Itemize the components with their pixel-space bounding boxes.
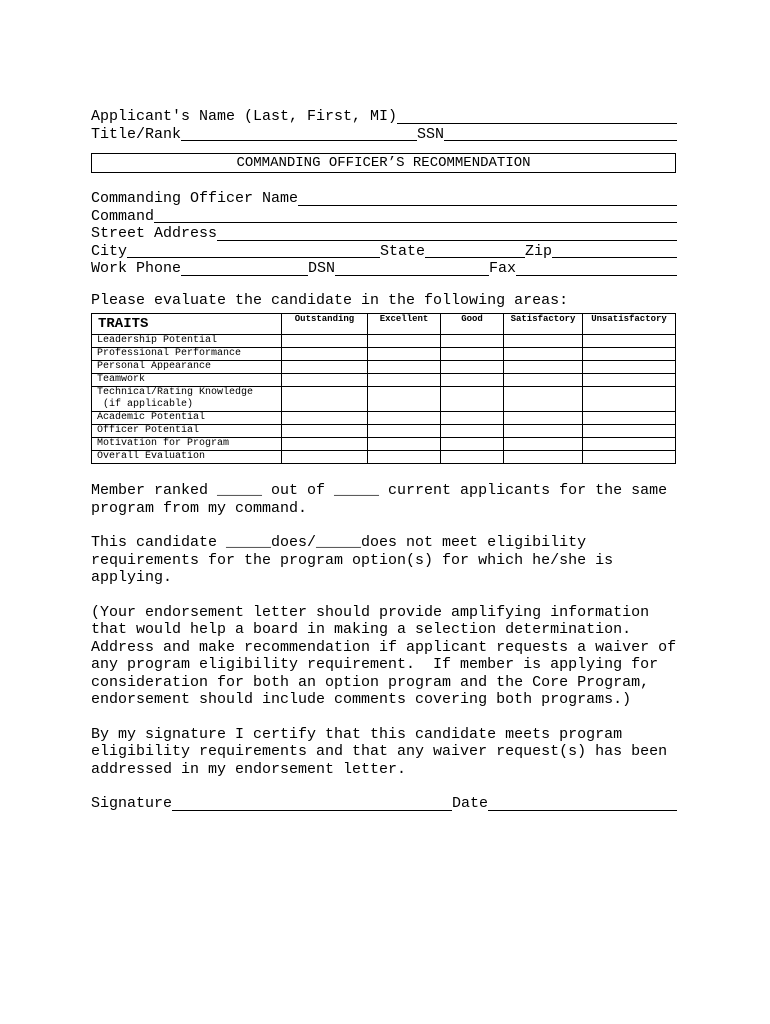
fax-field[interactable] [516, 261, 677, 276]
col-excellent: Excellent [368, 314, 441, 335]
rating-cell[interactable] [368, 425, 441, 438]
trait-row [92, 387, 676, 412]
rating-cell[interactable] [282, 425, 368, 438]
rating-cell[interactable] [368, 387, 441, 412]
rating-cell[interactable] [504, 348, 583, 361]
rating-cell[interactable] [504, 438, 583, 451]
rating-cell[interactable] [583, 387, 676, 412]
city-state-zip-row [91, 243, 677, 261]
rating-cell[interactable] [583, 348, 676, 361]
dsn-field[interactable] [335, 261, 489, 276]
city-field[interactable] [127, 243, 380, 258]
work-phone-field[interactable] [181, 261, 308, 276]
rating-cell[interactable] [583, 451, 676, 464]
recommendation-form [91, 108, 677, 813]
dsn-label: DSN [308, 260, 336, 277]
rating-cell[interactable] [441, 335, 504, 348]
rating-cell[interactable] [368, 412, 441, 425]
work-phone-label: Work Phone [91, 260, 182, 277]
signature-label: Signature [91, 795, 173, 812]
rating-cell[interactable] [441, 387, 504, 412]
rating-cell[interactable] [282, 387, 368, 412]
traits-header-row [92, 314, 676, 335]
rating-cell[interactable] [282, 374, 368, 387]
trait-row [92, 348, 676, 361]
rating-cell[interactable] [441, 374, 504, 387]
ranked-paragraph: Member ranked _____ out of _____ current applicants for the same program from my command. [91, 482, 668, 517]
rating-cell[interactable] [441, 451, 504, 464]
trait-row [92, 374, 676, 387]
date-label: Date [452, 795, 489, 812]
trait-row [92, 335, 676, 348]
co-name-label: Commanding Officer Name [91, 190, 299, 207]
ssn-label: SSN [417, 125, 445, 143]
rating-cell[interactable] [504, 451, 583, 464]
rating-cell[interactable] [368, 348, 441, 361]
date-field[interactable] [488, 796, 677, 811]
rating-cell[interactable] [504, 387, 583, 412]
state-label: State [380, 242, 426, 260]
rating-cell[interactable] [282, 335, 368, 348]
rating-cell[interactable] [368, 374, 441, 387]
rating-cell[interactable] [441, 361, 504, 374]
rating-cell[interactable] [583, 335, 676, 348]
trait-row [92, 438, 676, 451]
city-label: City [91, 242, 128, 260]
rating-cell[interactable] [368, 438, 441, 451]
fax-label: Fax [489, 260, 517, 277]
co-name-row [91, 190, 677, 208]
phone-row [91, 260, 677, 278]
eligibility-paragraph: This candidate _____does/_____does not meet eligibility requirements for the program option(s) for which he/she is applying. [91, 534, 614, 586]
rating-cell[interactable] [282, 361, 368, 374]
rating-cell[interactable] [504, 374, 583, 387]
rating-cell[interactable] [282, 438, 368, 451]
title-rank-label: Title/Rank [91, 125, 182, 143]
certify-paragraph: By my signature I certify that this candidate meets program eligibility requirements and that any waiver request(s) has been addressed in my endorsement letter. [91, 725, 668, 778]
trait-row [92, 451, 676, 464]
signature-field[interactable] [172, 796, 452, 811]
command-label: Command [91, 207, 155, 225]
rating-cell[interactable] [504, 335, 583, 348]
rating-cell[interactable] [583, 412, 676, 425]
col-satisfactory: Satisfactory [504, 314, 583, 335]
rating-cell[interactable] [441, 425, 504, 438]
trait-label: Overall Evaluation [92, 451, 282, 464]
co-name-field[interactable] [298, 191, 677, 206]
rating-cell[interactable] [583, 374, 676, 387]
traits-heading: TRAITS [92, 314, 282, 335]
rating-cell[interactable] [504, 412, 583, 425]
title-rank-row [91, 126, 677, 144]
evaluate-prompt: Please evaluate the candidate in the following areas: [91, 291, 569, 309]
signature-row [91, 795, 677, 813]
applicant-name-row [91, 108, 677, 126]
street-row [91, 225, 677, 243]
ssn-field[interactable] [444, 126, 677, 141]
rating-cell[interactable] [504, 361, 583, 374]
zip-field[interactable] [552, 243, 677, 258]
title-rank-field[interactable] [181, 126, 417, 141]
rating-cell[interactable] [282, 412, 368, 425]
traits-table [91, 313, 676, 464]
trait-label: Motivation for Program [92, 438, 282, 451]
state-field[interactable] [425, 243, 525, 258]
rating-cell[interactable] [504, 425, 583, 438]
rating-cell[interactable] [583, 361, 676, 374]
trait-label: Personal Appearance [92, 361, 282, 374]
rating-cell[interactable] [441, 348, 504, 361]
trait-label: Leadership Potential [92, 335, 282, 348]
rating-cell[interactable] [368, 451, 441, 464]
col-good: Good [441, 314, 504, 335]
rating-cell[interactable] [368, 335, 441, 348]
col-outstanding: Outstanding [282, 314, 368, 335]
command-row [91, 208, 677, 226]
rating-cell[interactable] [441, 438, 504, 451]
applicant-name-label: Applicant's Name (Last, First, MI) [91, 108, 398, 125]
section-banner: COMMANDING OFFICER’S RECOMMENDATION [91, 153, 676, 173]
street-label: Street Address [91, 225, 218, 242]
trait-label: Technical/Rating Knowledge (if applicable) [92, 387, 282, 412]
trait-row [92, 425, 676, 438]
trait-row [92, 412, 676, 425]
rating-cell[interactable] [282, 348, 368, 361]
trait-row [92, 361, 676, 374]
rating-cell[interactable] [368, 361, 441, 374]
street-field[interactable] [217, 226, 677, 241]
applicant-name-field[interactable] [397, 109, 677, 124]
trait-label: Teamwork [92, 374, 282, 387]
rating-cell[interactable] [282, 451, 368, 464]
rating-cell[interactable] [441, 412, 504, 425]
col-unsatisfactory: Unsatisfactory [583, 314, 676, 335]
rating-cell[interactable] [583, 425, 676, 438]
trait-label: Professional Performance [92, 348, 282, 361]
trait-label: Officer Potential [92, 425, 282, 438]
command-field[interactable] [154, 208, 677, 223]
rating-cell[interactable] [583, 438, 676, 451]
trait-label: Academic Potential [92, 412, 282, 425]
zip-label: Zip [525, 242, 553, 260]
endorsement-paragraph: (Your endorsement letter should provide amplifying information that would help a board in making a selection determination. Address and make recommendation if applicant requests a waiver of any program eligibility requirement. If member is applying for consideration for both an option program and the Core Program, endorsement should include comments covering both programs.) [91, 603, 677, 708]
